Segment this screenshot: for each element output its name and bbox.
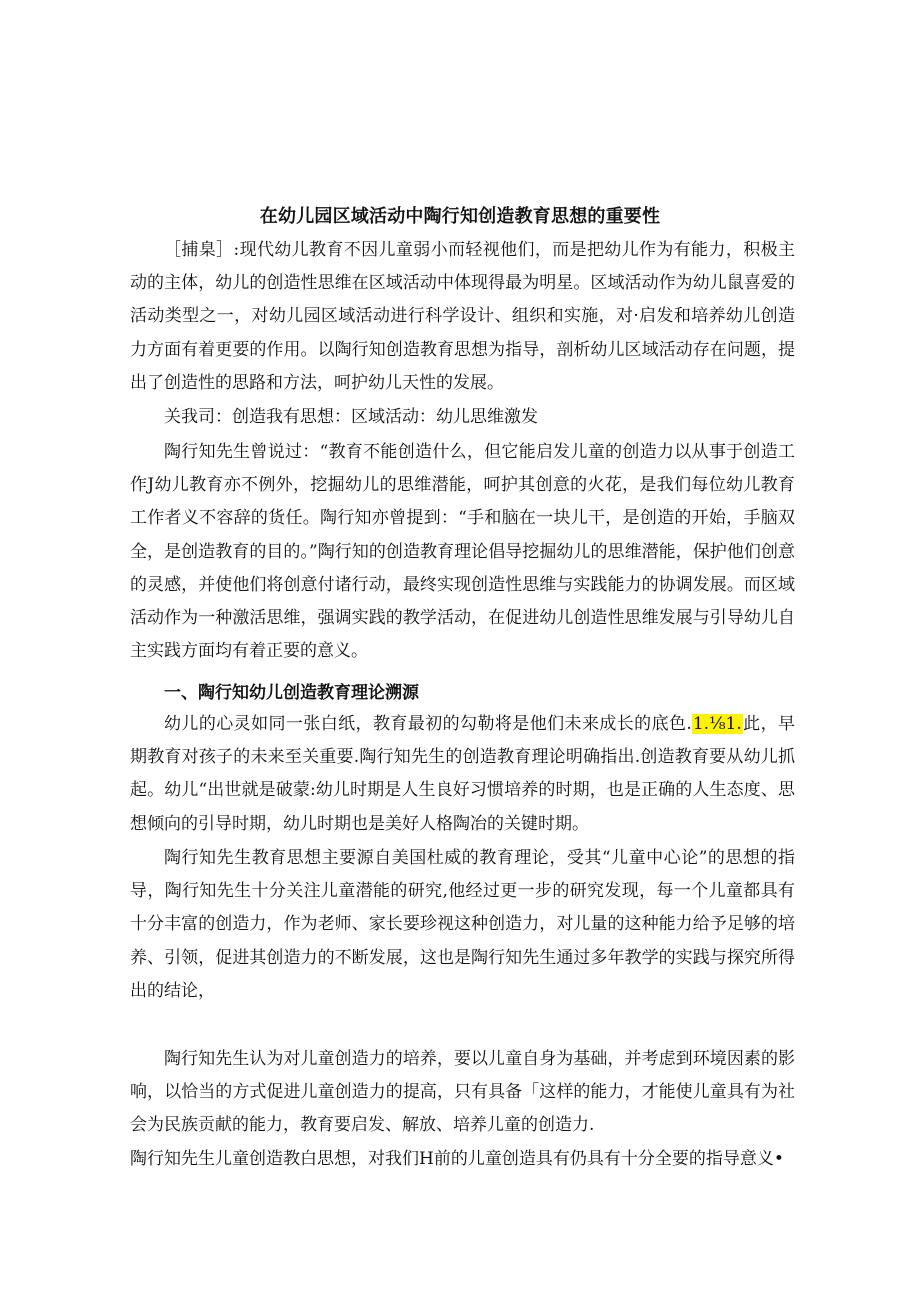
intro-paragraph: 陶行知先生曾说过：“教育不能创造什么，但它能启发儿童的创造力以从事于创造工作J幼儿教育亦不例外，挖掘幼儿的思维潜能，呵护其创意的火花，是我们每位幼儿教育工作者义不容辞的货任。陶行知亦曾提到：“手和脑在一块儿干，是创造的开始，手脑双全，是创造教育的目的。”陶行知的创造教育理论倡导挖掘幼儿的思维潜能，保护他们创意的灵感，并使他们将创意付诸行动，最终实现创造性思维与实践能力的协调发展。而区域活动作为一种激活思维，强调实践的教学活动，在促进幼儿创造性思维发展与引导幼儿自主实践方面均有着正要的意义。 <box>130 442 795 662</box>
keywords-line: 关我司：创造我有思想：区域活动：幼儿思维激发 <box>164 407 538 427</box>
section-heading: 一、陶行知幼儿创造教育理论溯源 <box>164 683 419 703</box>
paragraph-cultivation: 陶行知先生认为对儿童创造力的培养，要以儿童自身为基础，并考虑到环境因素的影响，以恰当的方式促进儿童创造力的提高，只有具备「这样的能力，才能使儿童具有为社会为民族贡献的能力，教育要启发、解放、培养儿童的创造力. <box>130 1049 795 1136</box>
paragraph-guidance: 陶行知先生儿童创造教白思想，对我们H前的儿童创造具有仍具有十分全要的指导意义• <box>130 1149 784 1169</box>
highlighted-text: 1.⅛1. <box>692 714 742 734</box>
document-title: 在幼儿园区域活动中陶行知创造教育思想的重要性 <box>259 206 661 227</box>
paragraph-origin <box>130 708 795 841</box>
abstract-paragraph: ［捕臬］:现代幼儿教育不因儿童弱小而轻视他们，而是把幼儿作为有能力，积极主动的主体，幼儿的创造性思维在区域活动中体现得最为明星。区域活动作为幼儿鼠喜爱的活动类型之一，对幼儿园区域活动进行科学设计、组织和实施，对·启发和培养幼儿创造力方面有着更要的作用。以陶行知创造教育思想为指导，剖析幼儿区域活动存在问题，提出了创造性的思路和方法，呵护幼儿天性的发展。 <box>130 240 795 393</box>
paragraph-dewey: 陶行知先生教育思想主要源自美国杜威的教育理论，受其“儿童中心论”的思想的指导，陶行知先生十分关注儿童潜能的研究,他经过更一步的研究发现，每一个儿童都具有十分丰富的创造力，作为老师、家长要珍视这种创造力，对儿量的这种能力给予足够的培养、引领，促进其创造力的不断发展，这也是陶行知先生通过多年教学的实践与探究所得出的结论， <box>130 848 795 1001</box>
paragraph-text: 此，早期教育对孩子的未来至关重要.陶行知先生的创造教育理论明确指出.创造教育要从幼儿抓起。幼儿“出世就是破蒙:幼儿时期是人生良好习惯培养的时期，也是正确的人生态度、思想倾向的引导时期，幼儿时期也是美好人格陶冶的关键时期。 <box>130 714 796 834</box>
paragraph-text: 幼儿的心灵如同一张白纸，教育最初的勾勒将是他们未来成长的底色. <box>164 714 692 734</box>
